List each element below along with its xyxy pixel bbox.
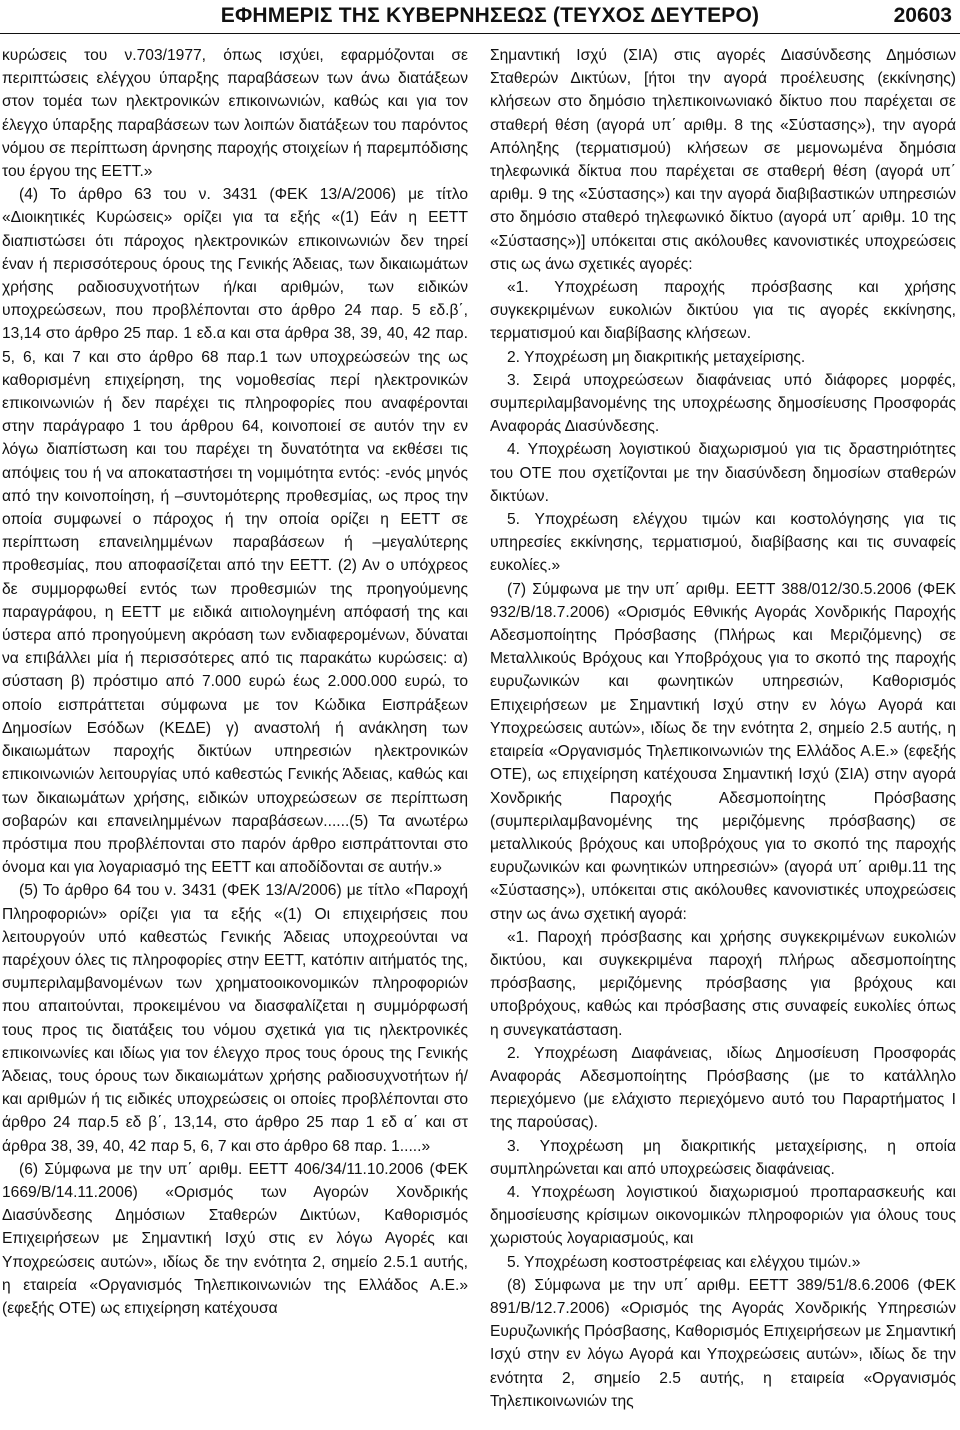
paragraph: 5. Υποχρέωση ελέγχου τιμών και κοστολόγησης για τις υπηρεσίες εκκίνησης, τερματισμού, διαβίβασης και τις συναφείς ευκολίες.» — [490, 511, 956, 575]
paragraph: (8) Σύμφωνα με την υπ΄ αριθμ. ΕΕΤΤ 389/51/8.6.2006 (ΦΕΚ 891/Β/12.7.2006) «Ορισμός της Αγοράς Χονδρικής Υπηρεσιών Ευρυζωνικής Πρόσβασης, Καθορισμός Επιχειρήσεων με Σημαντική Ισχύ στην εν λόγω Αγορά και Υποχρεώσεις αυτών», ιδίως δε την ενότητα 2, σημείο 2.5 αυτής, η εταιρεία «Οργανισμός Τηλεπικοινωνιών της — [490, 1276, 956, 1410]
paragraph: 4. Υποχρέωση λογιστικού διαχωρισμού προπαρασκευής και δημοσίευσης κρίσιμων οικονομικών πληροφοριών για όλους τους χωριστούς λογαριασμούς, και — [490, 1183, 956, 1248]
paragraph: 3. Υποχρέωση μη διακριτικής μεταχείρισης, η οποία συμπληρώνεται και από υποχρεώσεις διαφάνειας. — [490, 1137, 956, 1178]
paragraph: 2. Υποχρέωση Διαφάνειας, ιδίως Δημοσίευση Προσφοράς Αναφοράς Αδεσμοποίητης Πρόσβασης (με το κατάλληλο περιεχόμενο (με ελάχιστο περιεχόμενο αυτό του Παραρτήματος Ι της παρούσας). — [490, 1044, 956, 1132]
right-column — [490, 44, 956, 1428]
paragraph: 3. Σειρά υποχρεώσεων διαφάνειας υπό διάφορες μορφές, συμπεριλαμβανομένης της υποχρέωσης δημοσίευσης Προσφοράς Αναφοράς Διασύνδεσης. — [490, 371, 956, 436]
header-rule — [0, 33, 960, 34]
paragraph: «1. Παροχή πρόσβασης και χρήσης συγκεκριμένων ευκολιών δικτύου, και συγκεκριμένα παροχή πλήρως αδεσμοποίητης πρόσβασης, μεριζόμενης πρόσβασης για βρόχους και υποβρόχους, καθώς και πρόσβασης στις συναφείς ευκολίες όπως η συνεγκατάσταση. — [490, 928, 956, 1039]
gazette-title: ΕΦΗΜΕΡΙΣ ΤΗΣ ΚΥΒΕΡΝΗΣΕΩΣ (ΤΕΥΧΟΣ ΔΕΥΤΕΡΟ) — [220, 4, 760, 27]
page-header — [0, 0, 960, 40]
paragraph: Σημαντική Ισχύ (ΣΙΑ) στις αγορές Διασύνδεσης Δημόσιων Σταθερών Δικτύων, [ήτοι την αγορά προέλευσης (εκκίνησης) κλήσεων στο δημόσιο τηλεπικοινωνιακό δίκτυο που παρέχεται σε σταθερή θέση (αγορά υπ΄ αριθμ. 8 της «Σύστασης»), την αγορά Απόληξης (τερματισμού) κλήσεων σε μεμονωμένα δημόσια τηλεφωνικά δίκτυα που παρέχεται σε σταθερή θέση (αγορά υπ΄ αριθμ. 9 της «Σύστασης») και την αγορά διαβιβαστικών υπηρεσιών στο δημόσιο σταθερό τηλεφωνικό δίκτυο (αγορά υπ΄ αριθμ. 10 της «Σύστασης»)] υπόκειται στις ακόλουθες κανονιστικές υποχρεώσεις στις ως άνω σχετικές αγορές: — [490, 47, 956, 273]
paragraph: (5) Το άρθρο 64 του ν. 3431 (ΦΕΚ 13/Α/2006) με τίτλο «Παροχή Πληροφοριών» ορίζει για τα εξής «(1) Οι επιχειρήσεις που λειτουργούν υπό καθεστώς Γενικής Άδειας υποχρεούνται να παρέχουν όλες τις πληροφορίες στην ΕΕΤΤ, κατόπιν αιτήματός της, συμπεριλαμβανομένων των χρηματοοικονομικών πληροφοριών που απαιτούνται, προκειμένου να διασφαλίζεται η συμμόρφωσή τους προς τις διατάξεις του νόμου σχετικά για τις ηλεκτρονικές επικοινωνίες και ιδίως για τον έλεγχο προς τους όρους της Γενικής Άδειας, τους όρους των δικαιωμάτων χρήσης ραδιοσυχνοτήτων ή/και αριθμών ή τις ειδικές υποχρεώσεις οι οποίες προβλέπονται στο άρθρο 24 παρ.5 εδ β΄, 13,14, στο άρθρο 25 παρ 1 εδ α΄ και στ άρθρα 38, 39, 40, 42 παρ 5, 6, 7 και στο άρθρο 68 παρ. 1.....» — [2, 882, 468, 1155]
paragraph: κυρώσεις του ν.703/1977, όπως ισχύει, εφαρμόζονται σε περιπτώσεις ελέγχου ύπαρξης παραβάσεων των άνω διατάξεων στον τομέα των ηλεκτρονικών επικοινωνιών, καθώς και για τον έλεγχο ύπαρξης παραβάσεων των λοιπών διατάξεων του παρόντος νόμου σε περίπτωση άρνησης παροχής στοιχείων ή παρεμπόδισης του έργου της ΕΕΤΤ.» — [2, 47, 468, 181]
paragraph: 2. Υποχρέωση μη διακριτικής μεταχείρισης. — [507, 348, 806, 366]
paragraph: «1. Υποχρέωση παροχής πρόσβασης και χρήσης συγκεκριμένων ευκολιών δικτύου για τις αγορές εκκίνησης, τερματισμού και διαβίβασης κλήσεων. — [490, 279, 956, 343]
paragraph: 4. Υποχρέωση λογιστικού διαχωρισμού για τις δραστηριότητες του ΟΤΕ που σχετίζονται με την διασύνδεση δημοσίων σταθερών δικτύων. — [490, 441, 956, 505]
page-number: 20603 — [893, 4, 952, 27]
paragraph: (4) Το άρθρο 63 του ν. 3431 (ΦΕΚ 13/Α/2006) με τίτλο «Διοικητικές Κυρώσεις» ορίζει για τα εξής «(1) Εάν η ΕΕΤΤ διαπιστώσει ότι πάροχος ηλεκτρονικών επικοινωνιών δεν τηρεί έναν ή περισσότερους όρους της Γενικής Άδειας, των δικαιωμάτων χρήσης ραδιοσυχνοτήτων ή/και αριθμών, των ειδικών υποχρεώσεων, που προβλέπονται στο άρθρο 24 παρ. 5 εδ.β΄, 13,14 στο άρθρο 25 παρ. 1 εδ.α και στα άρθρα 38, 39, 40, 42 παρ. 5, 6, και 7 και στο άρθρο 68 παρ.1 των υποχρεώσεών της ως καθορισμένη επιχείρηση, της νομοθεσίας περί ηλεκτρονικών επικοινωνιών ή δεν παρέχει τις πληροφορίες που αναφέρονται στην παράγραφο 1 του άρθρου 64, κοινοποιεί σε αυτόν την εν λόγω διαπίστωση και του παρέχει τη δυνατότητα να εκθέσει τις απόψεις του ή να αποκαταστήσει τη νομιμότητα εντός: -ενός μηνός από την κοινοποίηση, ή –συντομότερης προθεσμίας, ως προς την οποία συμφωνεί ο πάροχος ή την οποία ορίζει η ΕΕΤΤ σε περίπτωση επανειλημμένων παραβάσεων ή –μεγαλύτερης προθεσμίας, που αποφασίζεται από την ΕΕΤΤ. (2) Αν ο υπόχρεος δε συμμορφωθεί εντός των προθεσμιών της προηγούμενης παραγράφου, η ΕΕΤΤ με ειδικά αιτιολογημένη απόφασή της και ύστερα από προηγούμενη ακρόαση των ενδιαφερομένων, δύναται να επιβάλλει μία ή περισσότερες από τις παρακάτω κυρώσεις: α) σύσταση β) πρόστιμο από 7.000 ευρώ έως 2.000.000 ευρώ, το οποίο εισπράττεται σύμφωνα με τον Κώδικα Εισπράξεων Δημοσίων Εσόδων (ΚΕΔΕ) γ) αναστολή ή ανάκληση των δικαιωμάτων παροχής δικτύων υπηρεσιών ηλεκτρονικών επικοινωνιών λειτουργίας υπό καθεστώς Γενικής Άδειας, καθώς και των δικαιωμάτων χρήσης, ειδικών υποχρεώσεων σε περίπτωση σοβαρών και επανειλημμένων παραβάσεων......(5) Τα ανωτέρω πρόστιμα που προβλέπονται στο παρόν άρθρο εισπράττονται στο όνομα και για λογαριασμό της ΕΕΤΤ και αποδίδονται σε αυτήν.» — [2, 186, 468, 877]
paragraph: 5. Υποχρέωση κοστοστρέφειας και ελέγχου τιμών.» — [507, 1253, 861, 1271]
paragraph: (7) Σύμφωνα με την υπ΄ αριθμ. ΕΕΤΤ 388/012/30.5.2006 (ΦΕΚ 932/Β/18.7.2006) «Ορισμός Εθνικής Αγοράς Χονδρικής Παροχής Αδεσμοποίητης Πρόσβασης (Πλήρως και Μεριζόμενης) σε Μεταλλικούς Βρόχους και Υποβρόχους για το σκοπό της παροχής ευρυζωνικών και φωνητικών υπηρεσιών, Καθορισμός Επιχειρήσεων με Σημαντική Ισχύ στην εν λόγω Αγορά και Υποχρεώσεις αυτών», ιδίως δε την ενότητα 2, σημείο 2.5 αυτής, η εταιρεία «Οργανισμός Τηλεπικοινωνιών της Ελλάδος Α.Ε.» (εφεξής ΟΤΕ), ως επιχείρηση κατέχουσα Σημαντική Ισχύ (ΣΙΑ) στην αγορά Χονδρικής Παροχής Αδεσμοποίητης Πρόσβασης (συμπεριλαμβανομένης της μεριζόμενης πρόσβασης) σε μεταλλικούς βρόχους και υποβρόχους για το σκοπό της παροχής ευρυζωνικών και φωνητικών υπηρεσιών» (αγορά υπ΄ αριθμ.11 της «Σύστασης»), υπόκειται στις ακόλουθες κανονιστικές υποχρεώσεις στην ως άνω σχετική αγορά: — [490, 580, 956, 923]
paragraph: (6) Σύμφωνα με την υπ΄ αριθμ. ΕΕΤΤ 406/34/11.10.2006 (ΦΕΚ 1669/Β/14.11.2006) «Ορισμός των Αγορών Χονδρικής Διασύνδεσης Δημόσιων Σταθερών Δικτύων, Καθορισμός Επιχειρήσεων με Σημαντική Ισχύ στις εν λόγω Αγορές και Υποχρεώσεις αυτών», ιδίως δε την ενότητα 2, σημείο 2.5.1 αυτής, η εταιρεία «Οργανισμός Τηλεπικοινωνιών της Ελλάδος Α.Ε.» (εφεξής ΟΤΕ) ως επιχείρηση κατέχουσα — [2, 1160, 468, 1317]
left-column — [2, 44, 468, 1428]
